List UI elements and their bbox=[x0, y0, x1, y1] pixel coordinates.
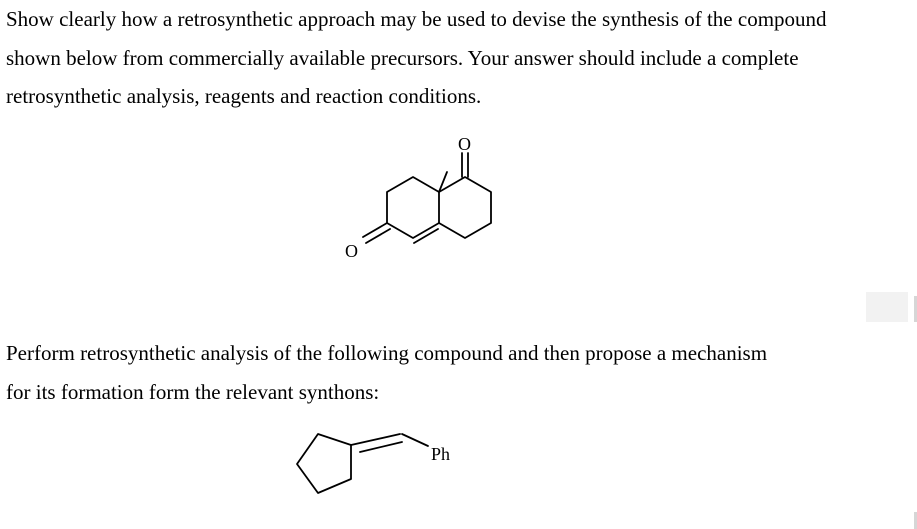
question-2-line-1: Perform retrosynthetic analysis of the following compound and then propose a mechanism bbox=[6, 341, 768, 365]
bicyclic-enedione-structure bbox=[330, 125, 530, 275]
question-1-line-2: shown below from commercially available precursors. Your answer should include a complete bbox=[6, 45, 799, 70]
left-carbonyl-bond-a bbox=[363, 223, 387, 237]
phenyl-bond bbox=[402, 434, 428, 446]
top-oxygen-label: O bbox=[458, 134, 471, 154]
question-1-line-3: retrosynthetic analysis, reagents and reaction conditions. bbox=[6, 84, 482, 108]
left-ring-bonds bbox=[387, 177, 439, 238]
left-oxygen-label: O bbox=[345, 241, 358, 261]
question-2-line-2: for its formation form the relevant synthons: bbox=[6, 379, 380, 404]
phenyl-label: Ph bbox=[431, 444, 451, 464]
right-ring-bonds bbox=[439, 177, 491, 238]
exocyclic-double-bond-b bbox=[360, 442, 402, 452]
scroll-marker bbox=[866, 292, 908, 322]
cyclopentane-ring bbox=[297, 434, 351, 493]
benzylidene-cyclopentane-structure bbox=[285, 418, 475, 503]
left-carbonyl-bond-b bbox=[366, 229, 390, 243]
question-1-line-1: Show clearly how a retrosynthetic approach may be used to devise the synthesis of the compound bbox=[6, 7, 827, 31]
question-2-text bbox=[6, 334, 767, 411]
question-1-text bbox=[6, 0, 827, 116]
